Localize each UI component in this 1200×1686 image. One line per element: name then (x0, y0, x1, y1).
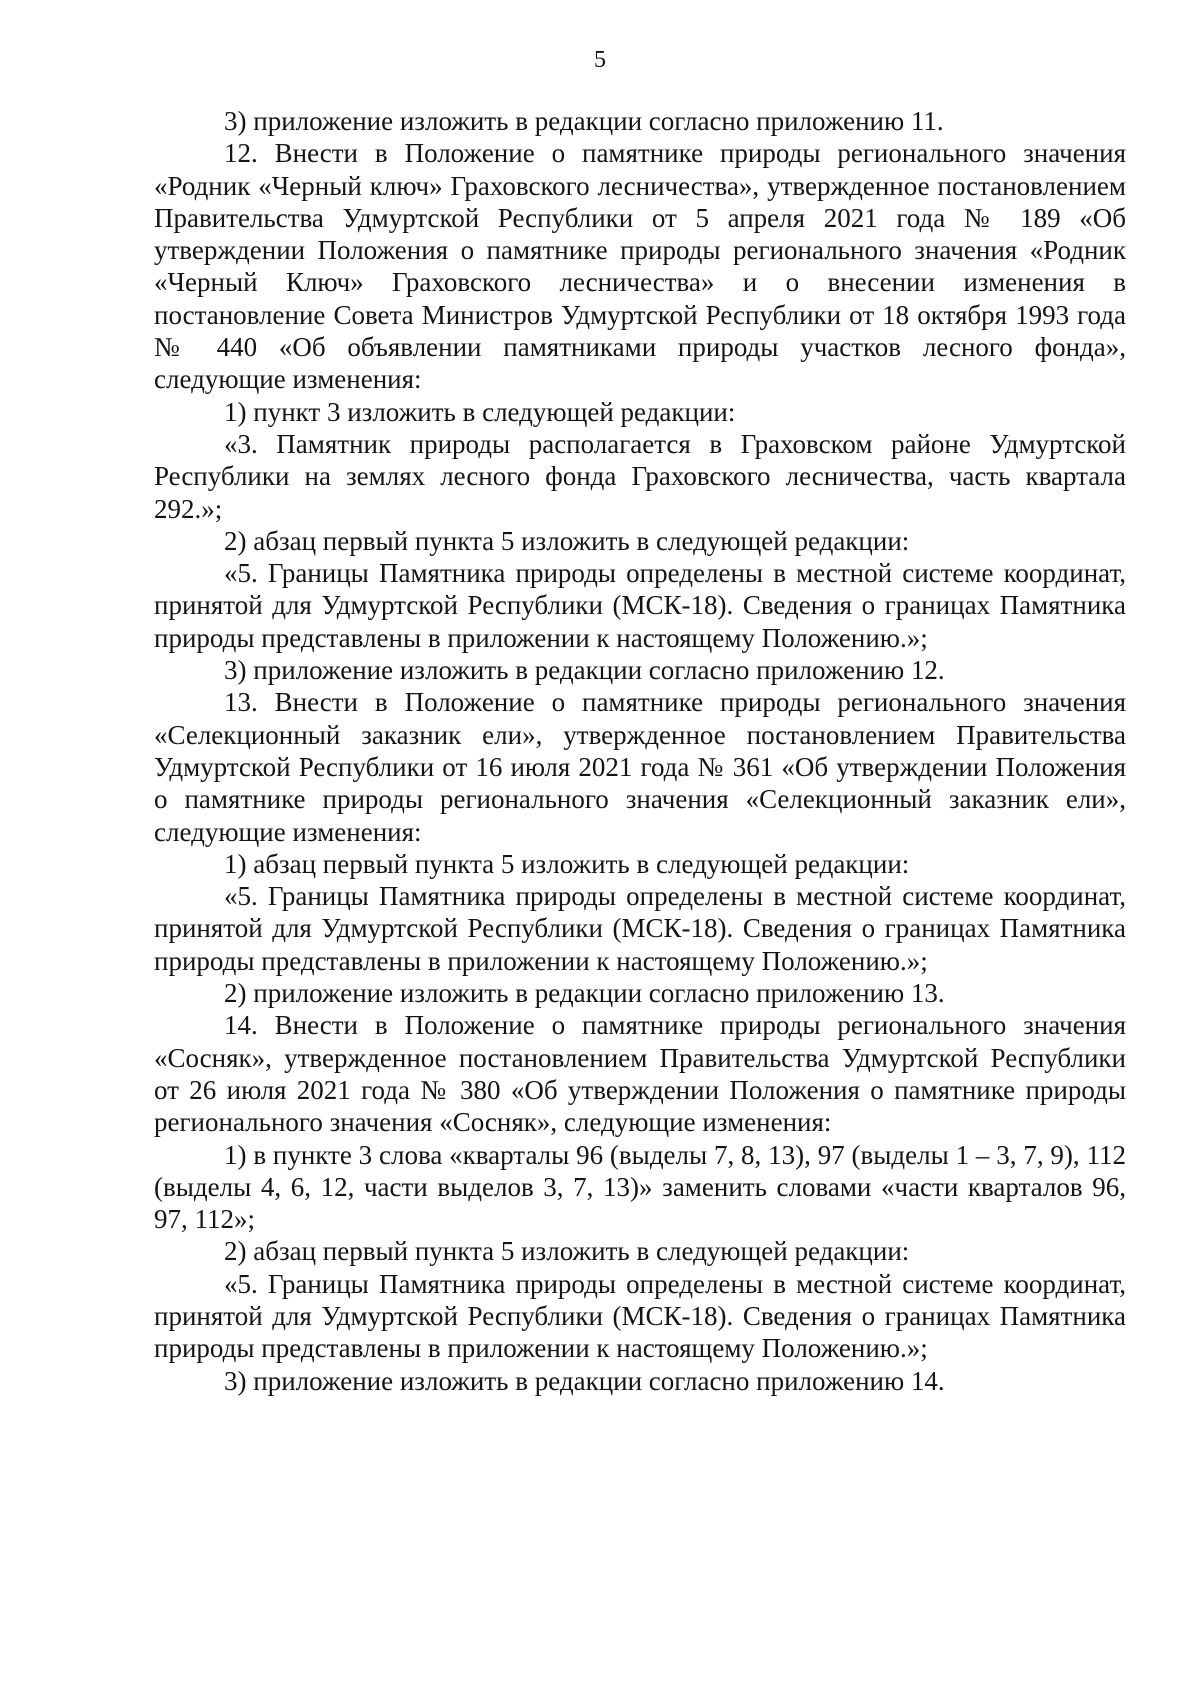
paragraph-section-13: 13. Внести в Положение о памятнике природы регионального значения «Селекционный заказник ели», утвержденное постановлением Правительства Удмуртской Республики от 16 июля 2021 года № 361 «Об утверждении Положения о памятнике природы регионального значения «Селекционный заказник ели», следующие изменения: (154, 687, 1126, 847)
paragraph-13-quote-5: «5. Границы Памятника природы определены в местной системе координат, принятой для Удмуртской Республики (МСК-18). Сведения о границах Памятника природы представлены в приложении к настоящему Положению.»; (154, 881, 1126, 976)
paragraph-item-11-annex: 3) приложение изложить в редакции согласно приложению 11. (224, 106, 944, 136)
paragraph-12-quote-5: «5. Границы Памятника природы определены в местной системе координат, принятой для Удмуртской Республики (МСК-18). Сведения о границах Памятника природы представлены в приложении к настоящему Положению.»; (154, 558, 1126, 653)
document-body (154, 105, 1126, 1397)
paragraph-14-quote-5: «5. Границы Памятника природы определены в местной системе координат, принятой для Удмуртской Республики (МСК-18). Сведения о границах Памятника природы представлены в приложении к настоящему Положению.»; (154, 1268, 1126, 1364)
page-number: 5 (594, 47, 606, 73)
paragraph-section-12: 12. Внести в Положение о памятнике природы регионального значения «Родник «Черный ключ» Граховского лесничества», утвержденное постановлением Правительства Удмуртской Республики от 5 апреля 2021 года № 189 «Об утверждении Положения о памятнике природы регионального значения «Родник «Черный Ключ» Граховского лесничества» и о внесении изменения в постановление Совета Министров Удмуртской Республики от 18 октября 1993 года № 440 «Об объявлении памятниками природы участков лесного фонда», следующие изменения: (154, 138, 1126, 395)
paragraph-14-item-3: 3) приложение изложить в редакции согласно приложению 14. (224, 1365, 945, 1396)
paragraph-section-14: 14. Внести в Положение о памятнике природы регионального значения «Сосняк», утвержденное постановлением Правительства Удмуртской Республики от 26 июля 2021 года № 380 «Об утверждении Положения о памятнике природы регионального значения «Сосняк», следующие изменения: (154, 1010, 1126, 1138)
paragraph-14-item-2: 2) абзац первый пункта 5 изложить в следующей редакции: (224, 1236, 910, 1267)
paragraph-14-item-1: 1) в пункте 3 слова «кварталы 96 (выделы 7, 8, 13), 97 (выделы 1 – 3, 7, 9), 112 (выделы 4, 6, 12, части выделов 3, 7, 13)» заменить словами «части кварталов 96, 97, 112»; (154, 1139, 1126, 1235)
paragraph-12-quote-3: «3. Памятник природы располагается в Граховском районе Удмуртской Республики на землях лесного фонда Граховского лесничества, часть квартала 292.»; (154, 428, 1126, 524)
paragraph-12-item-2: 2) абзац первый пункта 5 изложить в следующей редакции: (224, 525, 910, 556)
paragraph-13-item-2: 2) приложение изложить в редакции согласно приложению 13. (224, 978, 945, 1009)
paragraph-13-item-1: 1) абзац первый пункта 5 изложить в следующей редакции: (224, 848, 910, 879)
paragraph-12-item-3: 3) приложение изложить в редакции согласно приложению 12. (224, 655, 945, 686)
paragraph-12-item-1: 1) пункт 3 изложить в следующей редакции: (224, 396, 736, 427)
